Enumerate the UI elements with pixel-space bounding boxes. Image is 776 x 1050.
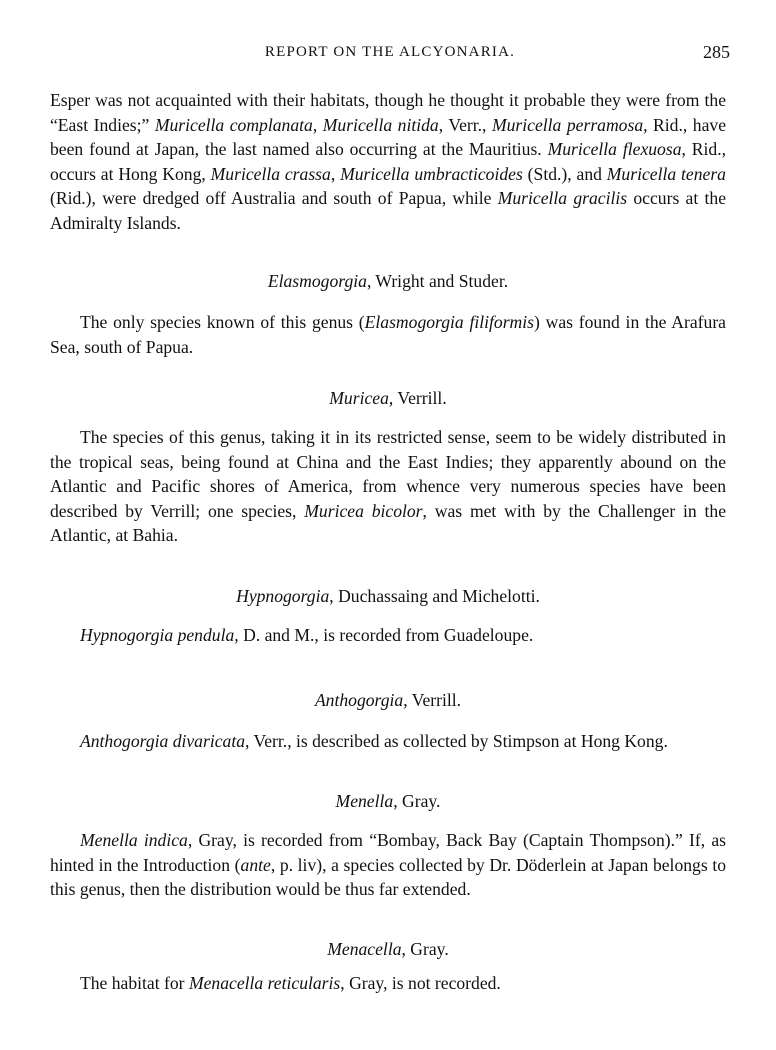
species-name: Muricella perramosa [491, 114, 644, 135]
text-run: (Std.), and [522, 163, 607, 184]
text-run: occurs at the Admiralty Islands. [50, 188, 726, 233]
species-name: Menella indica [80, 830, 188, 850]
heading-elasmogorgia [50, 269, 726, 293]
paragraph-hypnogorgia [50, 623, 726, 648]
paragraph-elasmogorgia [50, 310, 726, 359]
species-name: Anthogorgia divaricata [80, 731, 246, 751]
authority: , Verrill. [388, 388, 447, 408]
text-run: , Rid., occurs at Hong Kong, [50, 139, 726, 184]
authority: , Gray. [401, 939, 449, 959]
authority: , Duchassaing and Michelotti. [329, 586, 540, 606]
genus-name: Menella [335, 791, 394, 811]
species-name: Muricella flexuosa [547, 139, 682, 159]
text-run: , Rid., have been found at Japan, the last named also occurring at the Mauritius. [50, 114, 726, 159]
genus-name: Elasmogorgia [267, 271, 367, 291]
text-run: , Gray, is recorded from “Bombay, Back Bay (Captain Thompson).” If, as hinted in the Introduction ( [50, 830, 726, 875]
text-run: , was met with by the Challenger in the Atlantic, at Bahia. [50, 500, 727, 545]
heading-menacella [50, 937, 726, 961]
text-run: The only species known of this genus ( [80, 312, 365, 332]
heading-menella [50, 789, 726, 813]
species-name: Muricella umbracticoides [340, 163, 523, 184]
heading-anthogorgia [50, 688, 726, 712]
genus-name: Muricea [329, 388, 389, 408]
text-run: (Rid.), were dredged off Australia and south of Papua, while [50, 188, 498, 208]
text-run: The habitat for [80, 973, 189, 993]
text-run: Esper was not acquainted with their habitats, though he thought it probable they were from the “East Indies;” [50, 90, 726, 135]
genus-name: Hypnogorgia [236, 586, 330, 606]
text-run: , Verr., [438, 114, 492, 135]
text-run: , [312, 114, 323, 135]
page-number: 285 [703, 42, 730, 62]
heading-hypnogorgia [50, 584, 726, 608]
text-run: , D. and M., is recorded from Guadeloupe. [234, 625, 534, 645]
authority: , Verrill. [403, 690, 462, 710]
text-run: ) was found in the Arafura Sea, south of Papua. [50, 312, 726, 357]
authority: , Wright and Studer. [366, 271, 509, 291]
text-run: , Gray, is not recorded. [340, 973, 501, 993]
paragraph-muricea [50, 425, 726, 548]
genus-name: Menacella [327, 939, 402, 959]
species-name: Muricea bicolor [304, 500, 423, 521]
text-run: , p. liv), a species collected by Dr. Döderlein at Japan belongs to this genus, then the distribution would be thus far extended. [50, 854, 726, 899]
heading-muricea [50, 386, 726, 410]
species-name: Muricella complanata [154, 114, 313, 135]
species-name: Muricella nitida [322, 114, 439, 135]
paragraph-menacella [50, 971, 726, 996]
text-run: , [330, 163, 341, 184]
text-run: The species of this genus, taking it in its restricted sense, seem to be widely distributed in the tropical seas, being found at China and the East Indies; they apparently abound on the Atlantic and Pacific shores of America, from whence very numerous species have been described by Verrill; one species, [50, 427, 726, 521]
text-run: , Verr., is described as collected by Stimpson at Hong Kong. [245, 731, 668, 751]
paragraph-muricella-habitats [50, 88, 726, 235]
species-name: Muricella tenera [606, 163, 726, 184]
latin-term: ante [240, 854, 271, 875]
paragraph-menella [50, 828, 726, 902]
running-head [50, 44, 730, 68]
genus-name: Anthogorgia [314, 690, 404, 710]
species-name: Elasmogorgia filiformis [364, 312, 534, 332]
species-name: Menacella reticularis [188, 973, 341, 993]
running-title: REPORT ON THE ALCYONARIA. [264, 44, 516, 60]
species-name: Muricella gracilis [497, 188, 628, 208]
species-name: Muricella crassa [210, 163, 331, 184]
authority: , Gray. [393, 791, 441, 811]
paragraph-anthogorgia [50, 729, 726, 754]
species-name: Hypnogorgia pendula [80, 625, 235, 645]
